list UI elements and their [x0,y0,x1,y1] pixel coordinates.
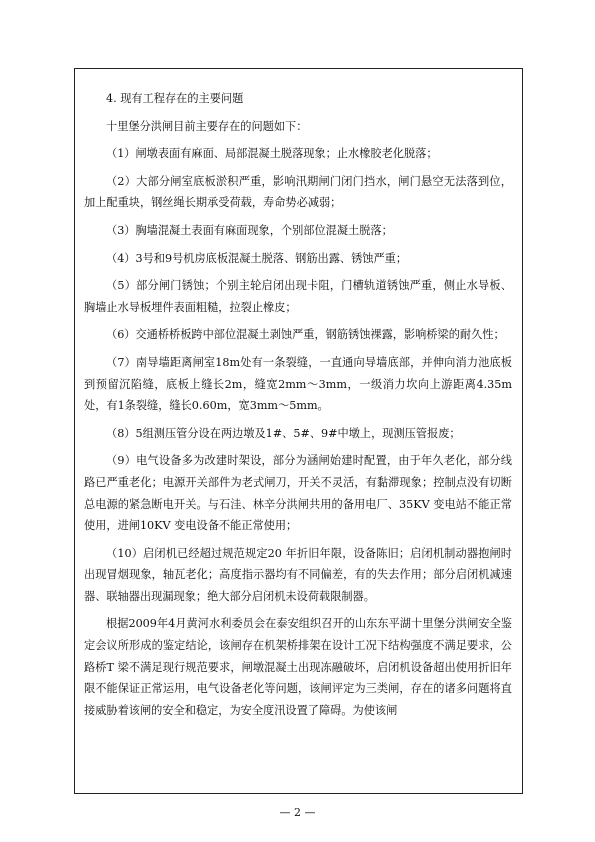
issue-item-8: （8）5组测压管分设在两边墩及1#、5#、9#中墩上，现测压管报废； [106,426,461,440]
issue-item-5: （5）部分闸门锈蚀；个别主轮启闭出现卡阻，门槽轨道锈蚀严重，侧止水导板、胸墙止水导板埋件表面粗糙，拉裂止橡皮； [84,279,512,314]
issue-item-1: （1）闸墩表面有麻面、局部混凝土脱落现象；止水橡胶老化脱落； [106,147,438,161]
issue-item-9: （9）电气设备多为改建时架设，部分为涵闸始建时配置，由于年久老化，部分线路已严重老化；电源开关部件为老式闸刀，开关不灵活，有黏滞现象；控制点没有切断总电源的紧急断电开关。与石洼、林辛分洪闸共用的备用电厂、35KV 变电站不能正常使用，进闸10KV 变电设备不能正常使用； [84,454,512,533]
issue-item-7: （7）南导墙距离闸室18m处有一条裂缝，一直通向导墙底部，并伸向消力池底板到预留沉陷缝，底板上缝长2m，缝宽2mm～3mm，一级消力坎向上游距离4.35m处，有1条裂缝，缝长0.60m，宽3mm～5mm。 [84,355,512,413]
document-body [84,88,512,721]
issue-item-2: （2）大部分闸室底板淤积严重，影响汛期闸门闭门挡水，闸门悬空无法落到位，加上配重块，钢丝绳长期承受荷载，寿命势必减弱； [84,174,512,210]
issue-item-4: （4）3号和9号机房底板混凝土脱落、钢筋出露、锈蚀严重； [106,251,408,265]
section-heading: 4. 现有工程存在的主要问题 [106,92,244,105]
issue-item-3: （3）胸墙混凝土表面有麻面现象，个别部位混凝土脱落； [106,223,393,237]
issue-item-10: （10）启闭机已经超过规范规定20 年折旧年限，设备陈旧；启闭机制动器抱闸时出现冒烟现象，轴瓦老化；高度指示器均有不同偏差，有的失去作用；部分启闭机减速器、联轴器出现漏现象；绝大部分启闭机未设荷载限制器。 [84,546,512,603]
page-number: — 2 — [279,806,316,819]
issue-item-6: （6）交通桥桥板跨中部位混凝土剥蚀严重，钢筋锈蚀裸露，影响桥梁的耐久性； [106,328,505,342]
intro-paragraph: 十里堡分洪闸目前主要存在的问题如下： [106,119,308,133]
closing-paragraph: 根据2009年4月黄河水利委员会在泰安组织召开的山东东平湖十里堡分洪闸安全鉴定会议所形成的鉴定结论，该闸存在机架桥排架在设计工况下结构强度不满足要求，公路桥T 梁不满足现行规范要求，闸墩混凝土出现冻融破坏，启闭机设备超出使用折旧年限不能保证正常运用，电气设备老化等问题，该闸评定为三类闸，存在的诸多问题将直接威胁着该闸的安全和稳定，为安全度汛设置了障碍。为使该闸 [84,617,512,717]
